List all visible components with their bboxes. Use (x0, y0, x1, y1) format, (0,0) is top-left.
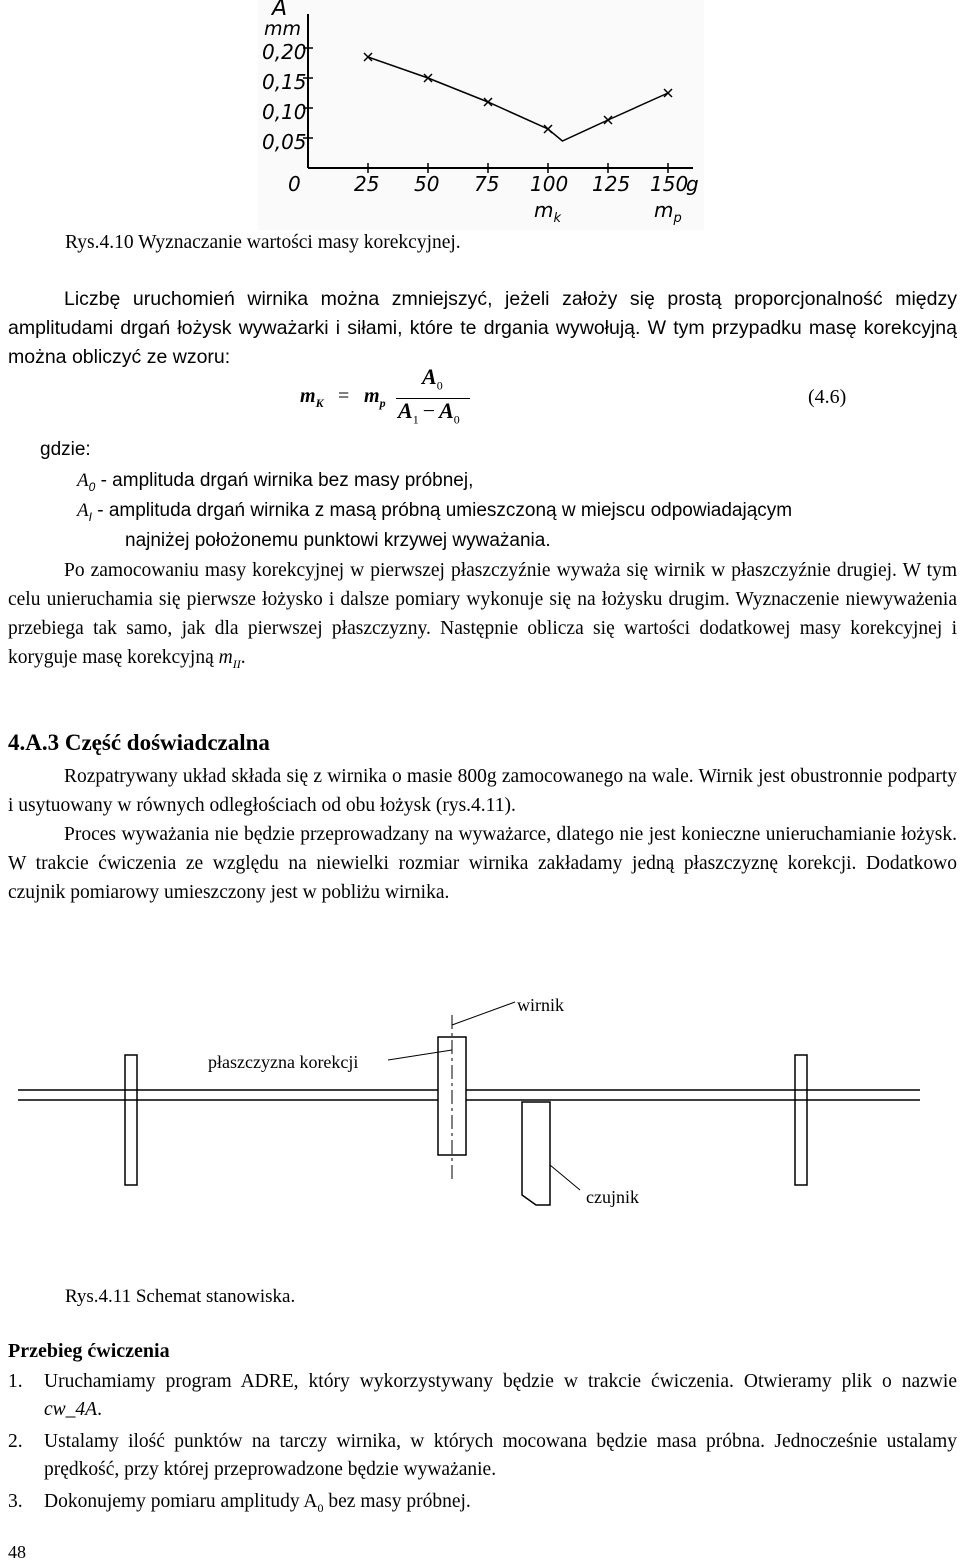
data-point-marker (364, 53, 372, 61)
figure-4-10-caption: Rys.4.10 Wyznaczanie wartości masy korekcyjnej. (65, 232, 461, 253)
x-unit-label: g (686, 172, 699, 196)
section-heading: 4.A.3 Część doświadczalna (8, 730, 270, 755)
wirnik-leader (452, 1002, 515, 1025)
y-axis-unit: mm (264, 18, 302, 40)
x-tick-label: 50 (414, 172, 440, 196)
balancing-curve-line (368, 57, 668, 141)
x-tick-label: 100 (530, 172, 569, 196)
paragraph-second-plane: Po zamocowaniu masy korekcyjnej w pierwszej płaszczyźnie wyważa się wirnik w płaszczyźnie drugiej. W tym celu unieruchamia się pierwsze łożysko i dalsze pomiary wykonuje się na łożysku drugim. Wyznaczenie niewyważenia przebiega tak samo, jak dla pierwszej płaszczyzny. Następnie oblicza się wartości dodatkowej masy korekcyjnej i koryguje masę korekcyjną $m_{II}$. (8, 560, 957, 671)
figure-4-10 (258, 0, 704, 230)
formula-rhs: $m_p$ (364, 385, 386, 410)
y-tick-label: 0,15 (262, 70, 307, 94)
x-tick-label: 75 (474, 172, 500, 196)
y-tick-label: 0,10 (262, 100, 307, 124)
list-item: 3. Dokonujemy pomiaru amplitudy $A_0$ bez masy próbnej. (8, 1491, 471, 1515)
figure-4-11-caption: Rys.4.11 Schemat stanowiska. (65, 1286, 296, 1307)
mk-label: $m_k$ (534, 198, 562, 226)
section-paragraph-1: Rozpatrywany układ składa się z wirnika o masie 800g zamocowanego na wale. Wirnik jest obustronnie podparty i usytuowany w równych odległościach od obu łożysk (rys.4.11). (8, 766, 957, 816)
formula-4-6 (300, 364, 847, 440)
sensor-body (522, 1102, 550, 1205)
data-point-marker (544, 125, 552, 133)
page-number: 48 (8, 1542, 26, 1562)
formula-lhs: $m_K$ (300, 385, 324, 410)
label-wirnik: wirnik (517, 995, 564, 1015)
data-point-marker (484, 98, 492, 106)
stand-schematic (0, 990, 960, 1270)
y-tick-label: 0 (288, 172, 301, 196)
data-point-marker (424, 74, 432, 82)
x-tick-label: 150 (650, 172, 689, 196)
label-correction-plane: płaszczyzna korekcji (208, 1052, 359, 1072)
definition-a1: $A_I$ - amplituda drgań wirnika z masą próbną umieszczoną w miejscu odpowiadającym (77, 500, 793, 524)
definition-a0: $A_0$ - amplituda drgań wirnika bez masy próbnej, (77, 470, 474, 494)
mp-label: $m_p$ (654, 198, 682, 226)
formula-equals: = (338, 385, 350, 407)
czujnik-leader (550, 1165, 580, 1190)
list-item: 2. Ustalamy ilość punktów na tarczy wirnika, w których mocowana będzie masa próbna. Jednocześnie ustalamy prędkość, przy której przeprowadzone będzie wyważanie. (8, 1431, 957, 1480)
paragraph-intro: Liczbę uruchomień wirnika można zmniejszyć, jeżeli założy się prostą proporcjonalność między amplitudami drgań łożysk wyważarki i siłami, które te drgania wywołują. W tym przypadku masę korekcyjną można obliczyć ze wzoru: (8, 288, 957, 368)
curve-markers (364, 53, 672, 133)
formula-denominator: $A_1 - A_0$ (398, 398, 460, 427)
right-bearing (795, 1055, 807, 1185)
label-czujnik: czujnik (586, 1187, 639, 1207)
x-tick-label: 125 (592, 172, 631, 196)
definitions-intro: gdzie: (40, 439, 91, 460)
left-bearing (125, 1055, 137, 1185)
y-tick-label: 0,05 (262, 130, 307, 154)
section-paragraph-2: Proces wyważania nie będzie przeprowadzany na wyważarce, dlatego nie jest konieczne unieruchamianie łożysk. W trakcie ćwiczenia ze względu na niewielki rozmiar wirnika zakładamy jedną płaszczyznę korekcji. Dodatkowo czujnik pomiarowy umieszczony jest w pobliżu wirnika. (8, 824, 957, 903)
figure-4-11 (0, 990, 960, 1270)
formula-number: (4.6) (808, 386, 847, 408)
definition-a1-continued: najniżej położonemu punktowi krzywej wyważania. (125, 530, 551, 551)
data-point-marker (664, 89, 672, 97)
list-item: 1. Uruchamiamy program ADRE, który wykorzystywany będzie w trakcie ćwiczenia. Otwieramy plik o nazwie cw_4A. (8, 1371, 957, 1420)
formula-numerator: $A_0$ (422, 364, 443, 393)
y-axis-label: A (272, 0, 288, 21)
data-point-marker (604, 116, 612, 124)
x-tick-label: 25 (354, 172, 380, 196)
procedure-heading: Przebieg ćwiczenia (8, 1340, 170, 1362)
y-tick-label: 0,20 (262, 40, 307, 64)
